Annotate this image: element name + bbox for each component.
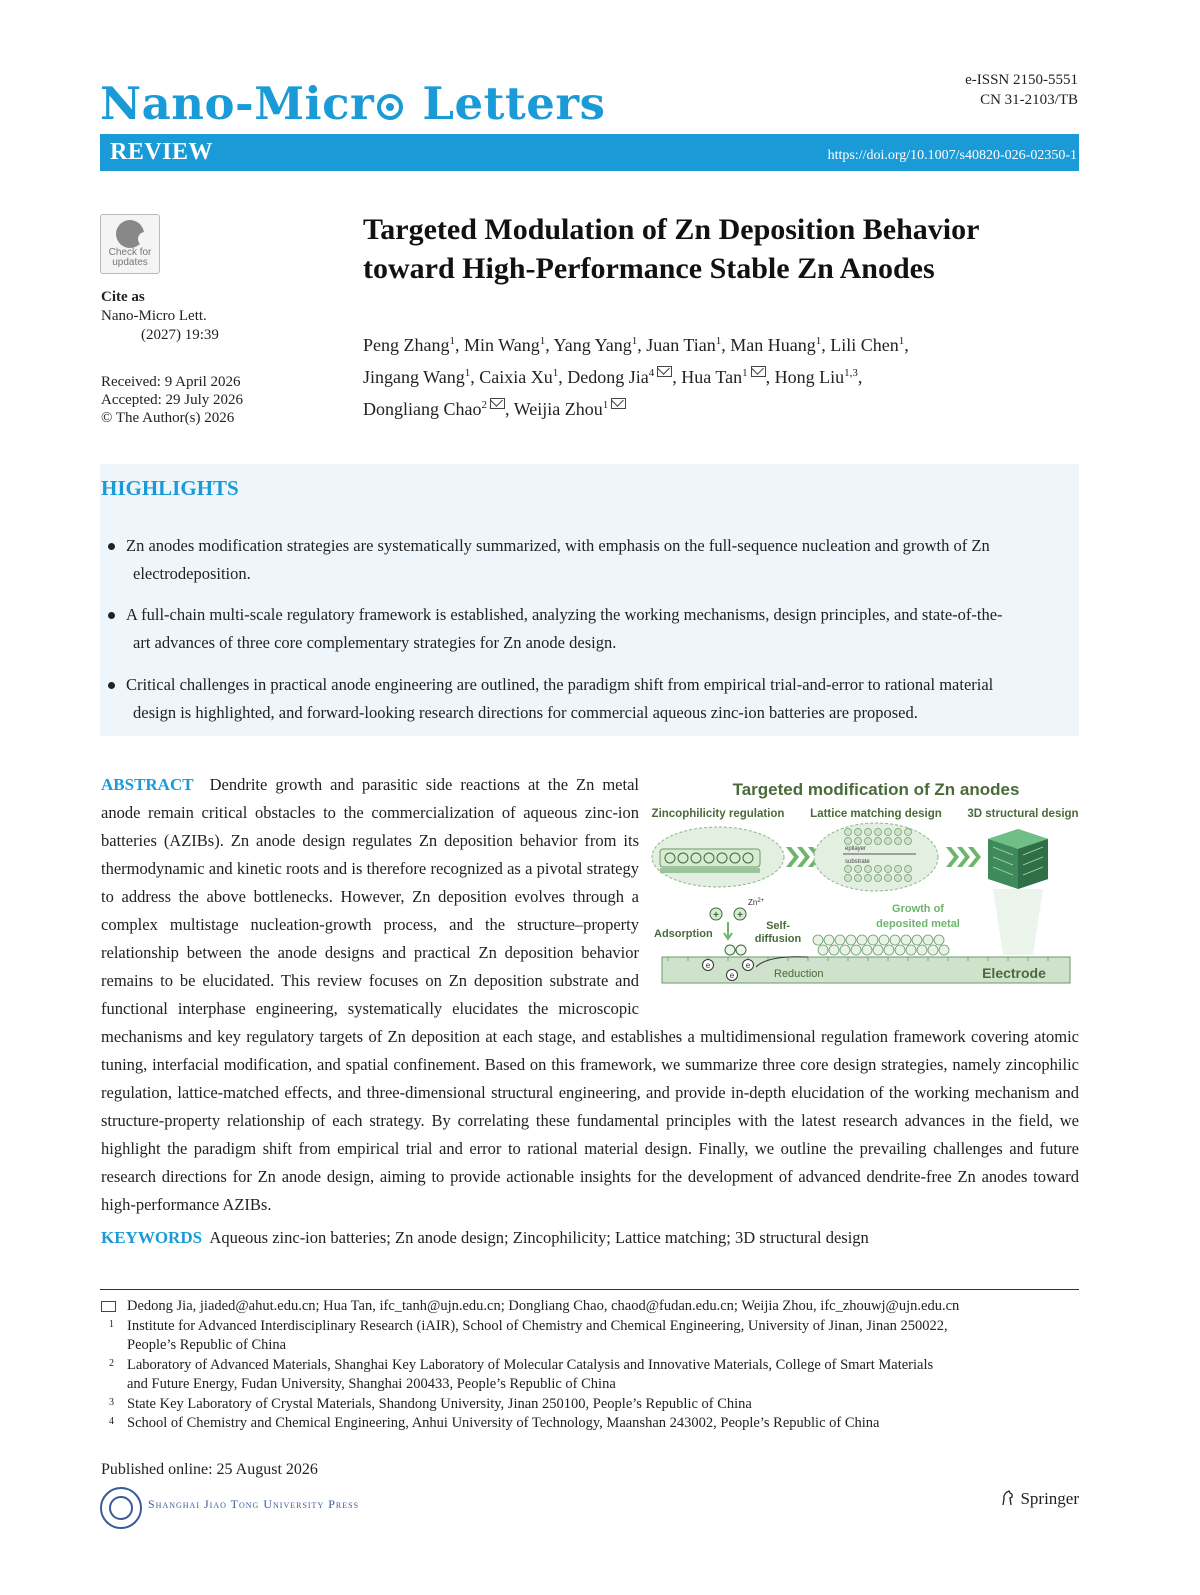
- check-updates-line2: updates: [112, 257, 148, 268]
- author[interactable]: Min Wang$^1$: [463, 335, 546, 355]
- svg-text:+: +: [713, 910, 719, 921]
- email-icon[interactable]: [657, 366, 672, 377]
- press-name: Shanghai Jiao Tong University Press: [148, 1497, 360, 1511]
- svg-text:e: e: [745, 961, 751, 970]
- highlights-box: [100, 464, 1079, 736]
- cite-as-block: [101, 288, 219, 345]
- adsorbed-ions: [725, 945, 746, 955]
- highlight-item: A full-chain multi-scale regulatory framework is established, analyzing the working mechanisms, design principles, and state-of-the- art advances of three core complementary strategies for Zn anode design.: [126, 601, 1076, 657]
- figure-label-lattice: Lattice matching design: [810, 808, 942, 820]
- down-arrow-icon: [724, 922, 732, 939]
- footnote-divider: [100, 1289, 1079, 1290]
- author[interactable]: Weijia Zhou$^1$: [513, 399, 609, 419]
- footnotes: [101, 1297, 1081, 1434]
- email-icon[interactable]: [490, 398, 505, 409]
- svg-text:epilayer: epilayer: [845, 846, 867, 852]
- affiliation-4: 4 School of Chemistry and Chemical Engineering, Anhui University of Technology, Maanshan 243002, People’s Republic of China: [109, 1415, 880, 1431]
- e-issn: e-ISSN 2150-5551: [965, 72, 1078, 88]
- journal-title: Nano-Micr Letters: [100, 77, 606, 130]
- 3d-structure-cube-icon: [988, 829, 1048, 889]
- received-date: Received: 9 April 2026: [101, 374, 241, 390]
- svg-text:e: e: [705, 961, 711, 970]
- copyright: © The Author(s) 2026: [101, 410, 235, 426]
- cite-as-label: Cite as: [101, 289, 145, 305]
- author-list: Peng Zhang$^1$, Min Wang$^1$, Yang Yang$^1$, Juan Tian$^1$, Man Huang$^1$, Lili Chen$^1$, Jingang Wang$^1$, Caixia Xu$^1$, Dedong Jia$^4$ , Hua Tan$^1$ , Hong Liu$^{1,3}$, Dongliang Chao$^2$ , Weijia Zhou$^1$: [363, 335, 909, 419]
- svg-text:Adsorption: Adsorption: [654, 928, 713, 940]
- figure-label-zincophilicity: Zincophilicity regulation: [651, 808, 785, 820]
- graphical-abstract-figure: [648, 777, 1080, 995]
- svg-text:e: e: [729, 971, 735, 980]
- affiliation-1: 1 Institute for Advanced Interdisciplinary Research (iAIR), School of Chemistry and Chemical Engineering, University of Jinan, Jinan 250022, People’s Republic of China: [109, 1317, 948, 1353]
- highlights-title: HIGHLIGHTS: [101, 476, 239, 500]
- svg-text:Electrode: Electrode: [982, 965, 1046, 981]
- springer-logo: Springer: [1000, 1488, 1079, 1509]
- affiliation-2: 2 Laboratory of Advanced Materials, Shanghai Key Laboratory of Molecular Catalysis and Innovative Materials, College of Smart Materials and Future Energy, Fudan University, Shanghai 200433, People’s Republic of China: [109, 1356, 934, 1392]
- author[interactable]: Man Huang$^1$: [730, 335, 822, 355]
- keywords-label: KEYWORDS: [101, 1228, 203, 1247]
- author[interactable]: Juan Tian$^1$: [646, 335, 722, 355]
- svg-text:Self-: Self-: [766, 920, 790, 932]
- abstract-label: ABSTRACT: [101, 775, 194, 794]
- author[interactable]: Jingang Wang$^1$: [363, 367, 471, 387]
- highlight-item: Zn anodes modification strategies are systematically summarized, with emphasis on the full-sequence nucleation and growth of Zn electrodeposition.: [126, 532, 1076, 588]
- svg-text:Growth of: Growth of: [892, 903, 944, 915]
- check-updates-icon: [116, 220, 144, 248]
- check-updates-line1: Check for: [108, 247, 152, 258]
- email-icon[interactable]: [751, 366, 766, 377]
- chevron-arrows-icon: [946, 847, 981, 867]
- keywords: [101, 1228, 869, 1248]
- zoom-beam: [993, 889, 1043, 955]
- journal-logo-o-icon: [376, 93, 404, 121]
- cite-ref: (2027) 19:39: [141, 327, 219, 343]
- issn-block: [965, 70, 1078, 110]
- svg-text:substrate: substrate: [845, 859, 870, 865]
- abstract-text: Dendrite growth and parasitic side reactions at the Zn metal anode remain critical obstacles to the commercialization of aqueous zinc-ion batteries (AZIBs). Zn anode design regulates Zn deposition behavior from its thermodynamic and kinetic roots and is therefore recognized as a pivotal strategy to address the above bottlenecks. However, Zn deposition evolves through a complex multistage nucleation-growth process, and the structure–property relationship between the anode designs and practical Zn deposition behavior remains to be elucidated. This review focuses on Zn deposition substrate and functional interphase engineering, systematically elucidates the microscopic mechanisms and key regulatory targets of Zn deposition at each stage, and establishes a multidimensional regulation framework covering atomic tuning, interfacial modification, and spatial confinement. Based on this framework, we summarize three core design strategies, namely zincophilic regulation, lattice-matched effects, and three-dimensional structural engineering, and provide in-depth elucidation of the working mechanism and structure-property relationship of each strategy. By correlating these fundamental principles with the latest research advances in the field, we highlight the paradigm shift from empirical trial and error to rational material design. Finally, we outline the prevailing challenges and future research directions for Zn anode design, aiming to provide actionable insights for the development of advanced dendrite-free Zn anodes toward high-performance AZIBs.: [101, 775, 1079, 1214]
- keywords-text: Aqueous zinc-ion batteries; Zn anode design; Zincophilicity; Lattice matching; 3D structural design: [209, 1228, 869, 1247]
- author[interactable]: Hua Tan$^1$: [681, 367, 748, 387]
- springer-horse-icon: [1000, 1490, 1016, 1506]
- paper-title: [363, 210, 1063, 288]
- sjtu-press-logo-icon: [100, 1487, 142, 1529]
- bullet-icon: [108, 682, 115, 689]
- svg-text:diffusion: diffusion: [754, 933, 802, 945]
- author[interactable]: Peng Zhang$^1$: [363, 335, 455, 355]
- highlight-item: Critical challenges in practical anode engineering are outlined, the paradigm shift from empirical trial-and-error to rational material design is highlighted, and forward-looking research directions for commercial aqueous zinc-ion batteries are proposed.: [126, 671, 1076, 727]
- paper-title-line1: Targeted Modulation of Zn Deposition Behavior: [363, 213, 980, 246]
- figure-label-3d: 3D structural design: [967, 808, 1079, 820]
- author[interactable]: Lili Chen$^1$: [830, 335, 905, 355]
- paper-title-line2: toward High-Performance Stable Zn Anodes: [363, 252, 935, 285]
- author[interactable]: Caixia Xu$^1$: [479, 367, 559, 387]
- email-icon: [101, 1301, 116, 1312]
- svg-text:Zn2+: $Zn^{2+}$: [748, 898, 765, 907]
- section-label: REVIEW: [110, 139, 214, 165]
- bullet-icon: [108, 612, 115, 619]
- affiliation-3: 3 State Key Laboratory of Crystal Materials, Shandong University, Jinan 250100, People’s Republic of China: [109, 1395, 752, 1412]
- deposited-metal-atoms: [813, 935, 949, 955]
- doi-link[interactable]: https://doi.org/10.1007/s40820-026-02350-1: [827, 148, 1077, 163]
- corresponding-emails: Dedong Jia, jiaded@ahut.edu.cn; Hua Tan, ifc_tanh@ujn.edu.cn; Dongliang Chao, chaod@fudan.edu.cn; Weijia Zhou, ifc_zhouwj@ujn.edu.cn: [101, 1297, 1081, 1317]
- author[interactable]: Dedong Jia$^4$: [567, 367, 655, 387]
- cite-journal: Nano-Micro Lett.: [101, 308, 207, 324]
- dates-block: [101, 373, 243, 427]
- section-bar: [100, 134, 1079, 171]
- accepted-date: Accepted: 29 July 2026: [101, 392, 244, 408]
- author[interactable]: Hong Liu$^{1,3}$: [774, 367, 858, 387]
- author[interactable]: Yang Yang$^1$: [553, 335, 638, 355]
- author[interactable]: Dongliang Chao$^2$: [363, 399, 487, 419]
- svg-text:deposited metal: deposited metal: [876, 918, 960, 930]
- cn-number: CN 31-2103/TB: [980, 92, 1078, 108]
- check-for-updates-button[interactable]: [100, 214, 160, 274]
- svg-text:+: +: [737, 910, 743, 921]
- figure-title: Targeted modification of Zn anodes: [732, 780, 1020, 799]
- email-icon[interactable]: [611, 398, 626, 409]
- bullet-icon: [108, 543, 115, 550]
- svg-text:Reduction: Reduction: [774, 968, 824, 980]
- published-date: Published online: 25 August 2026: [101, 1461, 318, 1478]
